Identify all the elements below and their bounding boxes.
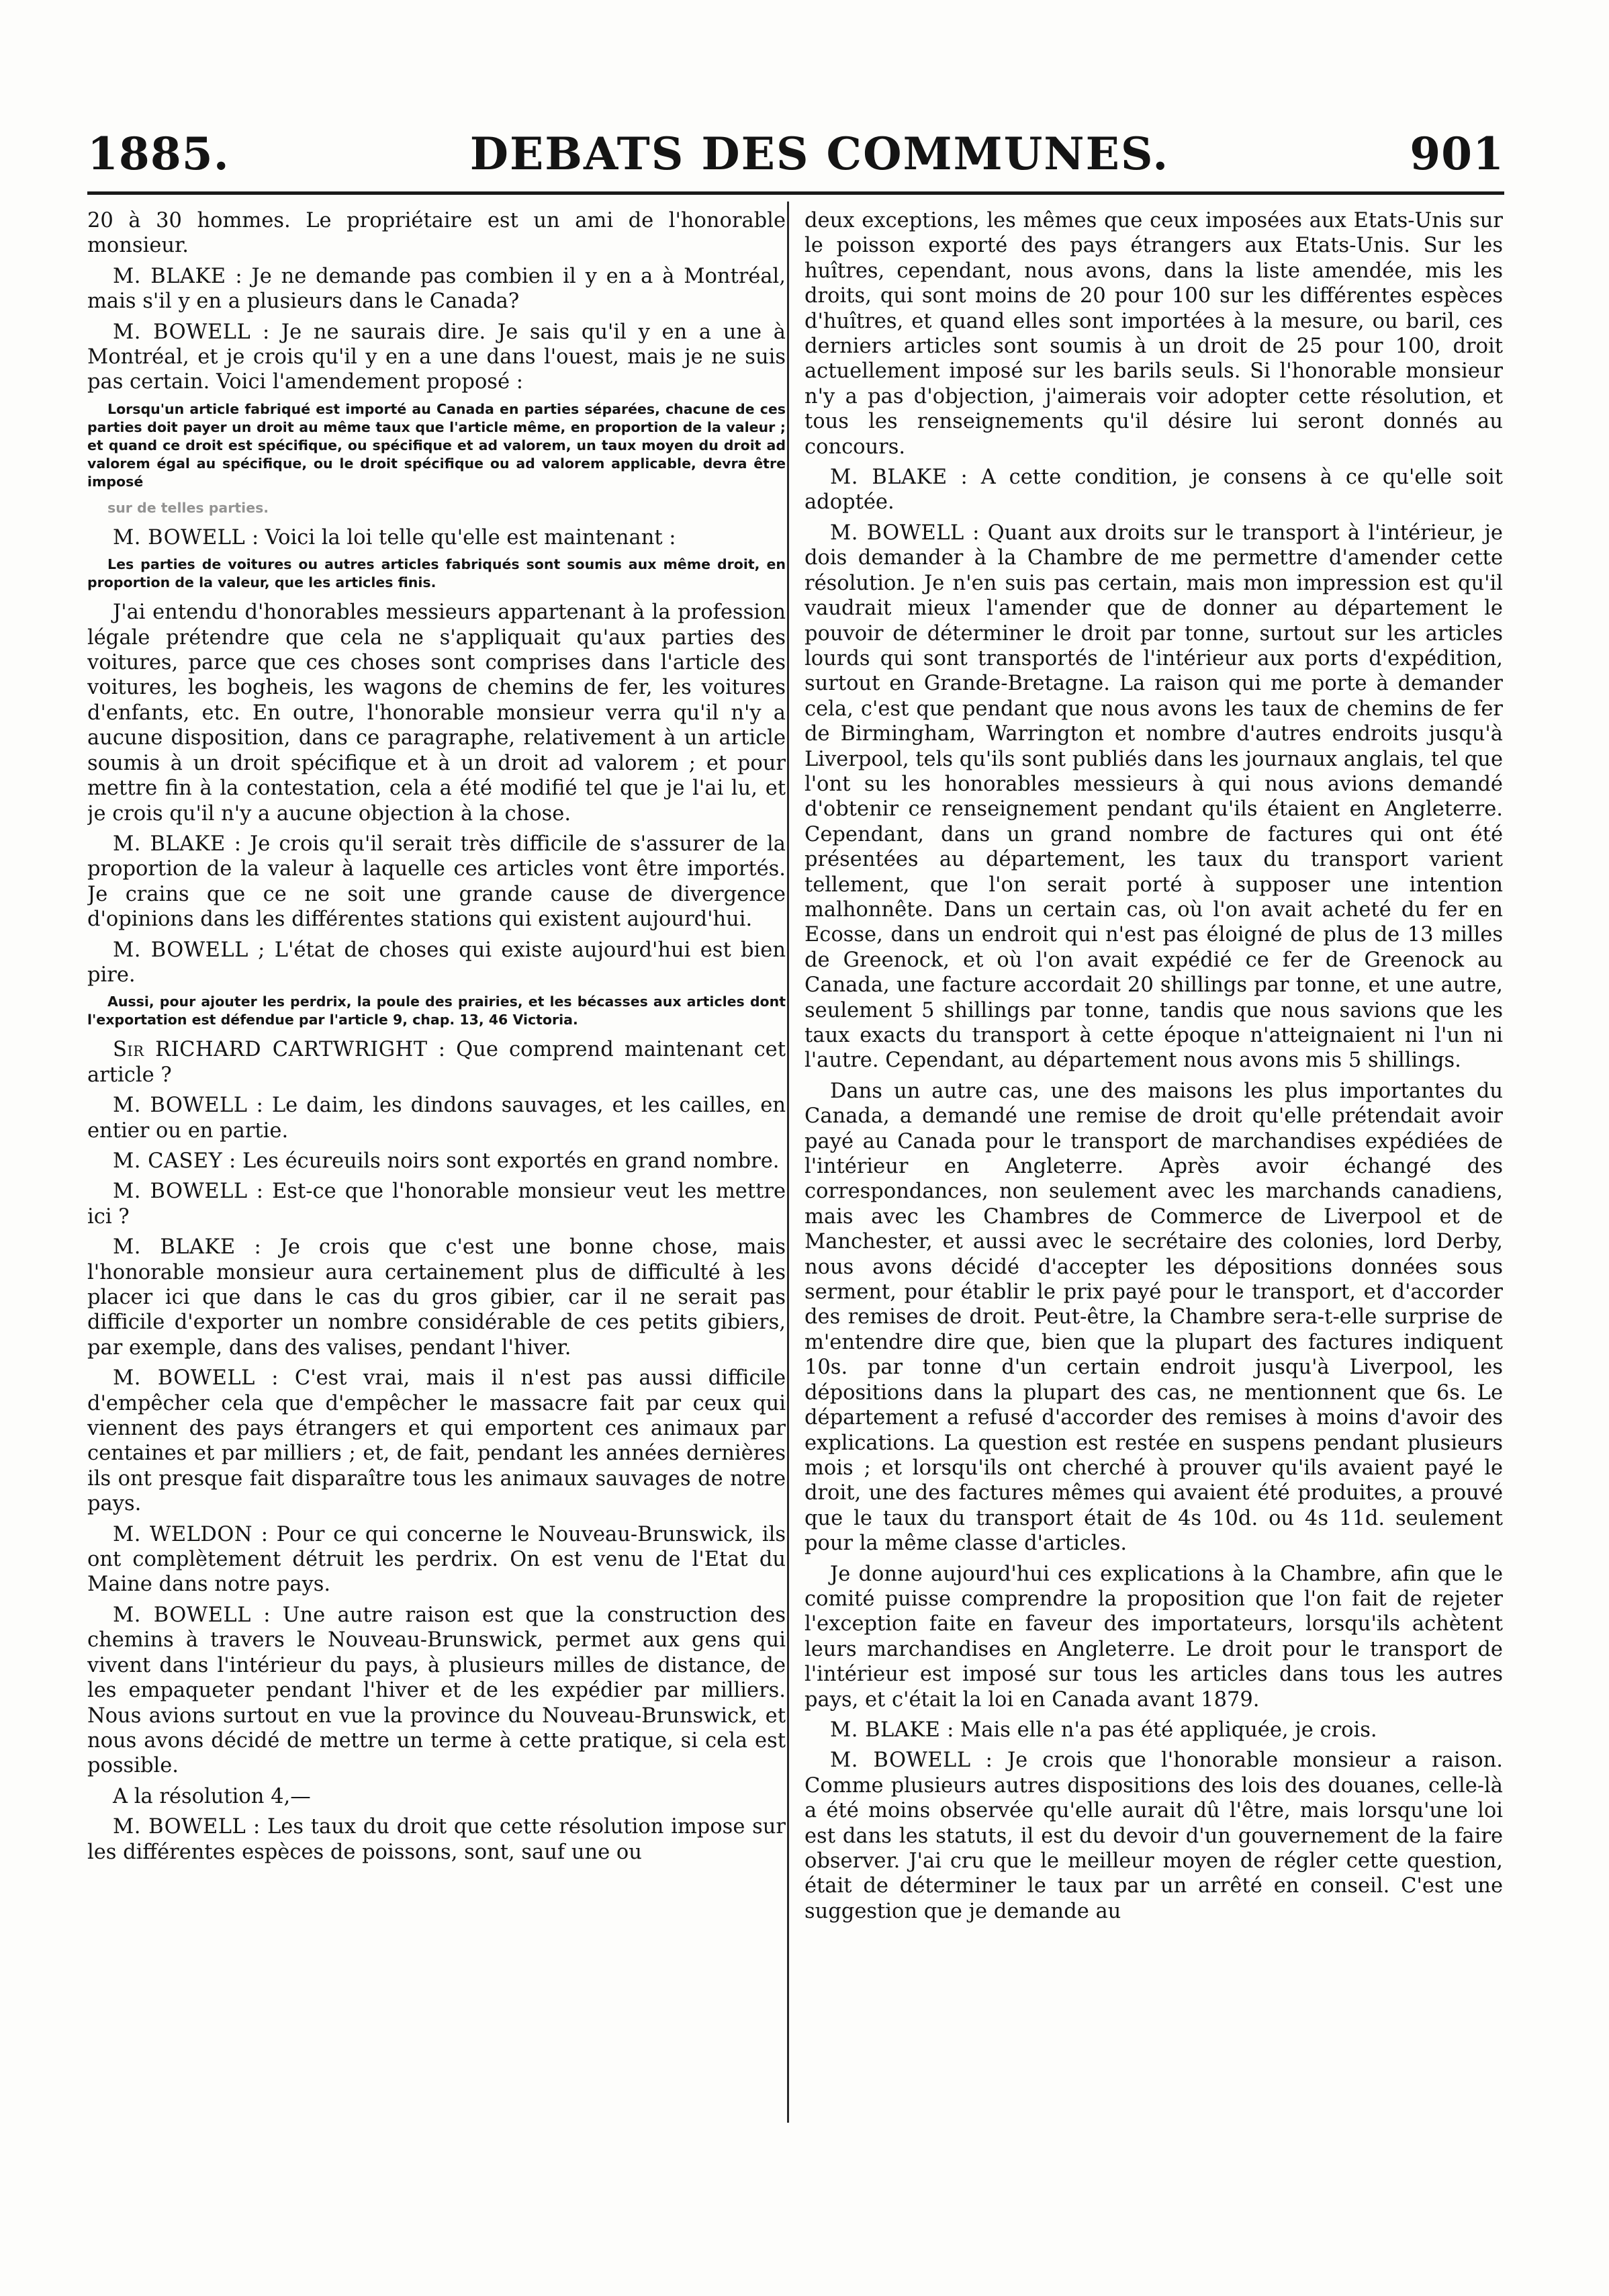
speech-paragraph	[87, 1093, 786, 1143]
speech-text: ; L'état de choses qui existe aujourd'hui est bien pire.	[87, 938, 786, 987]
speaker-name: M. BOWELL	[830, 1749, 971, 1773]
quoted-text: Lorsqu'un article fabriqué est importé au Canada en parties séparées, chacune de ces parties doit payer un droit au même taux que l'article même, en proportion de la valeur ; et quand ce droit est spécifique, ou spécifique et ad valorem, un taux moyen du droit ad valorem égal au spécifique, ou le droit spécifique ou ad valorem applicable, devra être imposé	[87, 400, 786, 490]
speech-text: : Le daim, les dindons sauvages, et les cailles, en entier ou en partie.	[87, 1094, 786, 1143]
quoted-text: sur de telles parties.	[107, 499, 269, 516]
right-column	[804, 208, 1503, 2210]
speech-text: : Pour ce qui concerne le Nouveau-Brunswick, ils ont complètement détruit les perdrix. On est venu de l'Etat du Maine dans notre pays.	[87, 1522, 786, 1597]
speech-paragraph	[87, 1814, 786, 1865]
speech-paragraph	[87, 832, 786, 932]
speaker-name: M. BOWELL	[113, 1180, 248, 1204]
speech-text: : Voici la loi telle qu'elle est maintenant :	[251, 525, 676, 549]
speech-paragraph	[87, 525, 786, 550]
speech-paragraph	[87, 1037, 786, 1088]
quoted-text: Aussi, pour ajouter les perdrix, la poule des prairies, et les bécasses aux articles dont l'exportation est défendue par l'article 9, chap. 13, 46 Victoria.	[87, 994, 786, 1028]
speech-text: : Je crois que l'honorable monsieur a raison. Comme plusieurs autres dispositions des lois des douanes, celle-là a été moins observée qu'elle aurait dû l'être, mais lorsqu'une loi est dans les statuts, il est du devoir d'un gouvernement de la faire observer. J'ai cru que le meilleur moyen de régler cette question, était de déterminer le taux par un arrêté en conseil. C'est une suggestion que je demande au	[804, 1749, 1503, 1923]
speech-text: : Je ne saurais dire. Je sais qu'il y en a une à Montréal, et je crois qu'il y en a une dans l'ouest, mais je ne suis pas certain. Voici l'amendement proposé :	[87, 320, 786, 394]
speech-text: : A cette condition, je consens à ce qu'elle soit adoptée.	[804, 466, 1503, 515]
speaker-name: M. BOWELL	[830, 521, 964, 545]
speaker-name: M. BOWELL	[113, 1094, 248, 1118]
speech-text: : Les écureuils noirs sont exportés en grand nombre.	[228, 1149, 780, 1173]
speech-paragraph	[804, 1748, 1503, 1924]
speech-paragraph	[87, 1235, 786, 1360]
speaker-name: M. BLAKE	[113, 832, 226, 856]
speech-text: : Que comprend maintenant cet article ?	[87, 1038, 786, 1087]
page-header	[87, 120, 1504, 180]
speech-paragraph	[804, 465, 1503, 515]
speech-paragraph	[87, 1366, 786, 1516]
speaker-name: M. BOWELL	[113, 938, 248, 962]
speaker-name: M. WELDON	[113, 1522, 253, 1546]
speech-text: : Quant aux droits sur le transport à l'intérieur, je dois demander à la Chambre de me permettre d'amender cette résolution. Je n'en suis pas certain, mais mon impression est qu'il vaudrait mieux l'amender que de donner au département le pouvoir de déterminer le droit par tonne, surtout sur les articles lourds qui sont transportés de l'intérieur aux ports d'expédition, surtout en Grande-Bretagne. La raison qui me porte à demander cela, c'est que pendant que nous avons les taux de chemins de fer de Birmingham, Warrington et nombre d'autres endroits jusqu'à Liverpool, tels qu'ils sont publiés dans les journaux anglais, tel que l'ont su les honorables messieurs à qui nous avions demandé d'obtenir ce renseignement pendant qu'ils étaient en Angleterre. Cependant, dans un grand nombre de factures qui ont été présentées au département, les taux du transport varient tellement, que l'on serait porté à supposer une intention malhonnête. Dans un certain cas, où l'on avait acheté du fer en Ecosse, dans un endroit qui n'est pas éloigné de plus de 13 milles de Greenock, et où l'on avait expédié ce fer de Greenock au Canada, une facture accordait 20 shillings par tonne, et une autre, seulement 5 shillings par tonne, tandis que nous savions que les taux exacts du transport à cette époque n'atteignaient ni l'un ni l'autre. Cependant, au département nous avons mis 5 shillings.	[804, 521, 1503, 1073]
header-title: DEBATS DES COMMUNES.	[469, 128, 1170, 180]
speaker-name: M. BOWELL	[113, 1815, 246, 1839]
speaker-name: M. BOWELL	[113, 1603, 251, 1627]
speech-paragraph	[87, 320, 786, 395]
body-paragraph: A la résolution 4,—	[113, 1784, 311, 1808]
header-rule	[87, 191, 1504, 195]
speaker-name: M. CASEY	[113, 1149, 223, 1173]
speech-paragraph	[804, 521, 1503, 1073]
speaker-name: M. BLAKE	[113, 264, 226, 288]
speaker-name: M. BOWELL	[113, 320, 251, 344]
header-year: 1885.	[87, 128, 230, 180]
speech-paragraph	[87, 1522, 786, 1597]
body-paragraph: deux exceptions, les mêmes que ceux imposées aux Etats-Unis sur le poisson exporté des pays étrangers aux Etats-Unis. Sur les huîtres, cependant, nous avons, dans la liste amendée, mis les droits, qui sont moins de 20 pour 100 sur les différentes espèces d'huîtres, et quand elles sont importées à la mesure, ou baril, ces derniers articles sont soumis à un droit de 25 pour 100, droit actuellement imposé sur les barils seuls. Si l'honorable monsieur n'y a pas d'objection, j'aimerais voir adopter cette résolution, et tous les renseignements qu'il désire lui seront donnés au concours.	[804, 209, 1503, 459]
header-page-number: 901	[1410, 128, 1504, 180]
body-paragraph: J'ai entendu d'honorables messieurs appartenant à la profession légale prétendre que cela ne s'appliquait qu'aux parties des voitures, parce que ces choses sont comprises dans l'article des voitures, les bogheis, les wagons de chemins de fer, les voitures d'enfants, etc. En outre, l'honorable monsieur verra qu'il n'y a aucune disposition, dans ce paragraphe, relativement à un article soumis à un droit spécifique et à un droit ad valorem ; et pour mettre fin à la contestation, cela a été modifié tel que je l'ai lu, et je crois qu'il n'y a aucune objection à la chose.	[87, 601, 786, 826]
speech-paragraph	[87, 1603, 786, 1779]
speaker-name: M. BLAKE	[830, 466, 948, 490]
speaker-name: M. BOWELL	[113, 1366, 255, 1390]
column-divider	[787, 202, 789, 2123]
speech-text: : Je crois que c'est une bonne chose, mais l'honorable monsieur aura certainement plus de difficulté à les placer ici que dans le cas du gros gibier, car il ne serait pas difficile d'exporter un nombre considérable de ces petits gibiers, par exemple, dans des valises, pendant l'hiver.	[87, 1235, 786, 1360]
speech-paragraph	[87, 938, 786, 988]
speaker-name: Sir RICHARD CARTWRIGHT	[113, 1038, 428, 1062]
left-column	[87, 208, 786, 2210]
speech-text: : C'est vrai, mais il n'est pas aussi difficile d'empêcher cela que d'empêcher le massacre fait par ceux qui viennent des pays étrangers et qui emportent ces animaux par centaines et par milliers ; et, de fait, pendant les années dernières ils ont presque fait disparaître tous les animaux sauvages de notre pays.	[87, 1366, 786, 1516]
speech-text: : Je ne demande pas combien il y en a à Montréal, mais s'il y en a plusieurs dans le Canada?	[87, 264, 786, 314]
body-paragraph: 20 à 30 hommes. Le propriétaire est un ami de l'honorable monsieur.	[87, 209, 786, 258]
quoted-text: Les parties de voitures ou autres articles fabriqués sont soumis aux même droit, en proportion de la valeur, que les articles finis.	[87, 556, 786, 591]
body-paragraph: Dans un autre cas, une des maisons les plus importantes du Canada, a demandé une remise de droit qu'elle prétendait avoir payé au Canada pour le transport de marchandises expédiées de l'intérieur en Angleterre. Après avoir échangé des correspondances, non seulement avec les marchands canadiens, mais avec les Chambres de Commerce de Liverpool et de Manchester, et aussi avec le secrétaire des colonies, lord Derby, nous avons décidé d'accepter les dépositions données sous serment, pour établir le prix payé pour le transport, et d'accorder des remises de droit. Peut-être, la Chambre sera-t-elle surprise de m'entendre dire que, bien que la plupart des factures indiquent 10s. par tonne d'un certain endroit jusqu'à Liverpool, les dépositions dans la plupart des cas, ne mentionnent que 6s. Le département a refusé d'accorder des remises à moins d'avoir des explications. La question est restée en suspens pendant plusieurs mois ; et lorsqu'ils ont cherché à prouver qu'ils avaient payé le droit, une des factures mêmes qui avaient été produites, a prouvé que le taux du transport était de 4s 10d. ou 4s 11d. seulement pour la même classe d'articles.	[804, 1079, 1503, 1556]
speaker-name: M. BLAKE	[830, 1718, 941, 1742]
speech-text: : Les taux du droit que cette résolution impose sur les différentes espèces de poissons, sont, sauf une ou	[87, 1815, 786, 1864]
speech-text: : Mais elle n'a pas été appliquée, je crois.	[947, 1718, 1377, 1742]
speech-paragraph	[87, 1149, 786, 1174]
speaker-name: M. BOWELL	[113, 525, 246, 549]
speech-text: : Une autre raison est que la construction des chemins à travers le Nouveau-Brunswick, permet aux gens qui vivent dans l'intérieur du pays, à plusieurs milles de distance, de les empaqueter pendant l'hiver et de les expédier par milliers. Nous avions surtout en vue la province du Nouveau-Brunswick, et nous avons décidé de mettre un terme à cette pratique, si cela est possible.	[87, 1603, 786, 1778]
speech-paragraph	[804, 1718, 1503, 1742]
speech-paragraph	[87, 264, 786, 314]
speech-text: : Je crois qu'il serait très difficile de s'assurer de la proportion de la valeur à laquelle ces articles vont être importés. Je crains que ce ne soit une grande cause de divergence d'opinions dans les différentes stations qui existent aujourd'hui.	[87, 832, 786, 932]
body-paragraph: Je donne aujourd'hui ces explications à la Chambre, afin que le comité puisse comprendre la proposition que l'on fait de rejeter l'exception faite en faveur des importateurs, lorsqu'ils achètent leurs marchandises en Angleterre. Le droit pour le transport de l'intérieur est imposé sur tous les articles dans tous les autres pays, et c'était la loi en Canada avant 1879.	[804, 1562, 1503, 1712]
speaker-name: M. BLAKE	[113, 1235, 236, 1260]
speech-paragraph	[87, 1179, 786, 1229]
speech-text: : Est-ce que l'honorable monsieur veut les mettre ici ?	[87, 1180, 786, 1229]
